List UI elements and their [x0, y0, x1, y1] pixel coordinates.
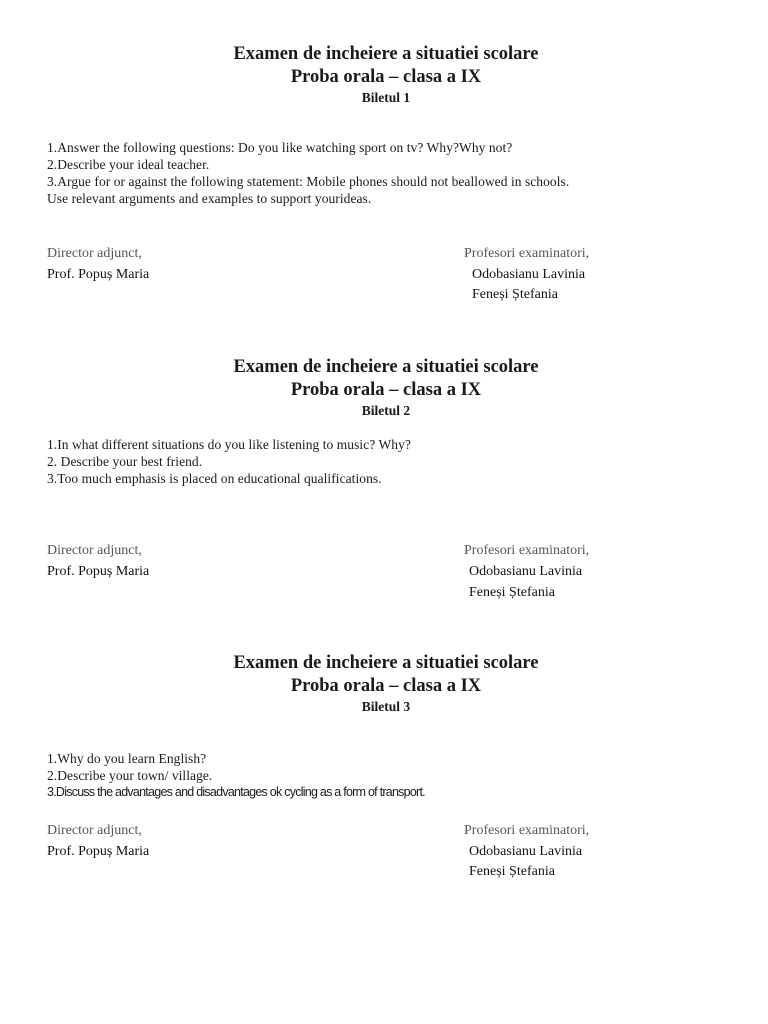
director-role: Director adjunct,: [47, 246, 142, 261]
examiner-name: Feneși Ștefania: [469, 585, 555, 600]
examiners-role: Profesori examinatori,: [464, 823, 590, 838]
examiner-name: Feneși Ștefania: [472, 287, 558, 302]
question-list: [47, 750, 747, 801]
ticket-label: Biletul 3: [361, 699, 411, 714]
director-name: Prof. Popuș Maria: [47, 844, 150, 859]
exam-title: Examen de incheiere a situatiei scolare: [233, 44, 539, 64]
examiner-name: Odobasianu Lavinia: [469, 564, 583, 579]
examiner-name: Feneși Ștefania: [469, 864, 555, 879]
ticket-label: Biletul 2: [361, 403, 411, 418]
exam-title: Examen de incheiere a situatiei scolare: [233, 357, 539, 377]
examiner-name: Odobasianu Lavinia: [469, 844, 583, 859]
question-item: 3.Too much emphasis is placed on educational qualifications.: [47, 471, 382, 486]
question-item: 2.Describe your town/ village.: [47, 768, 213, 783]
director-name: Prof. Popuș Maria: [47, 267, 150, 282]
question-item: Use relevant arguments and examples to support yourideas.: [47, 191, 372, 206]
director-role: Director adjunct,: [47, 543, 142, 558]
director-role: Director adjunct,: [47, 823, 142, 838]
exam-subtitle: Proba orala – clasa a IX: [290, 676, 482, 696]
question-item: 3.Discuss the advantages and disadvantages ok cycling as a form of transport.: [47, 785, 425, 799]
question-item: 1.In what different situations do you like listening to music? Why?: [47, 437, 411, 452]
exam-subtitle: Proba orala – clasa a IX: [290, 380, 482, 400]
question-list: [47, 436, 747, 487]
question-item: 2. Describe your best friend.: [47, 454, 203, 469]
question-item: 3.Argue for or against the following statement: Mobile phones should not beallowed in schools.: [47, 174, 570, 189]
director-name: Prof. Popuș Maria: [47, 564, 150, 579]
examiners-role: Profesori examinatori,: [464, 246, 590, 261]
exam-subtitle: Proba orala – clasa a IX: [290, 67, 482, 87]
exam-title: Examen de incheiere a situatiei scolare: [233, 653, 539, 673]
ticket-label: Biletul 1: [361, 90, 411, 105]
question-item: 1.Why do you learn English?: [47, 751, 207, 766]
question-item: 2.Describe your ideal teacher.: [47, 157, 210, 172]
question-item: 1.Answer the following questions: Do you like watching sport on tv? Why?Why not?: [47, 140, 513, 155]
examiner-name: Odobasianu Lavinia: [472, 267, 586, 282]
examiners-role: Profesori examinatori,: [464, 543, 590, 558]
question-list: [47, 139, 747, 207]
